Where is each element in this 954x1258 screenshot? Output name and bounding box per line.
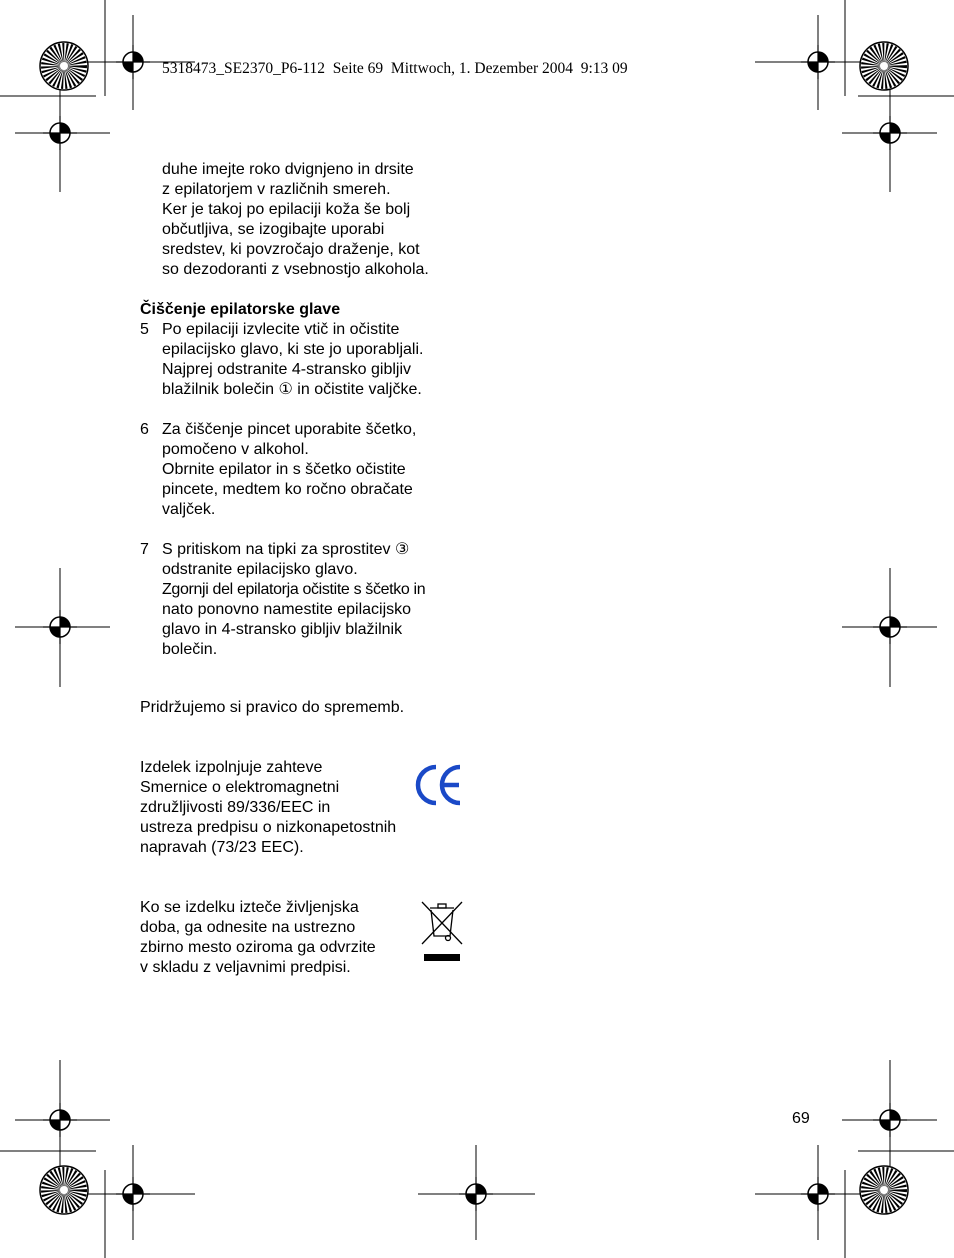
print-header-info: 5318473_SE2370_P6-112 Seite 69 Mittwoch, 1. Dezember 2004 9:13 09: [162, 60, 628, 77]
text-line: Obrnite epilator in s ščetko očistite: [162, 461, 406, 478]
ce-mark-icon: [414, 762, 464, 808]
step-7: [140, 540, 470, 660]
text-line: odstranite epilacijsko glavo.: [162, 561, 358, 578]
text-line: sredstev, ki povzročajo draženje, kot: [162, 241, 420, 258]
step-6: [140, 420, 470, 520]
intro-paragraph: [140, 160, 492, 280]
text-line: duhe imejte roko dvignjeno in drsite: [162, 161, 414, 178]
text-line: valjček.: [162, 501, 216, 518]
text-line: Ker je takoj po epilaciji koža še bolj: [162, 201, 411, 218]
rights-notice: Pridržujemo si pravico do sprememb.: [140, 699, 405, 716]
text-line: Izdelek izpolnjuje zahteve: [140, 759, 323, 776]
text-line: Za čiščenje pincet uporabite ščetko,: [162, 421, 417, 438]
text-line: so dezodoranti z vsebnostjo alkohola.: [162, 261, 429, 278]
crossed-out-wheelie-bin-icon: [420, 900, 464, 964]
text-line: z epilatorjem v različnih smereh.: [162, 181, 391, 198]
page-number: 69: [792, 1110, 810, 1127]
text-line: doba, ga odnesite na ustrezno: [140, 919, 356, 936]
text-line: združljivosti 89/336/EEC in: [140, 799, 331, 816]
step-number: 7: [140, 541, 149, 558]
cleaning-section: [140, 300, 470, 660]
text-line: Ko se izdelku izteče življenjska: [140, 899, 359, 916]
text-line: blažilnik bolečin ① in očistite valjčke.: [162, 381, 422, 398]
text-line: v skladu z veljavnimi predpisi.: [140, 959, 351, 976]
text-line: Najprej odstranite 4-stransko gibljiv: [162, 361, 411, 378]
text-line: pincete, medtem ko ročno obračate: [162, 481, 413, 498]
text-line: bolečin.: [162, 641, 218, 658]
text-line: napravah (73/23 EEC).: [140, 839, 304, 856]
text-line: pomočeno v alkohol.: [162, 441, 309, 458]
step-number: 5: [140, 321, 149, 338]
text-line: Po epilaciji izvlecite vtič in očistite: [162, 321, 400, 338]
step-5: [140, 320, 470, 400]
text-line: S pritiskom na tipki za sprostitev ③: [162, 541, 410, 558]
text-line: epilacijsko glavo, ki ste jo uporabljali.: [162, 341, 424, 358]
text-line: nato ponovno namestite epilacijsko: [162, 601, 412, 618]
section-heading: Čiščenje epilatorske glave: [140, 301, 341, 318]
text-line: Zgornji del epilatorja očistite s ščetko in: [162, 581, 426, 598]
text-line: Smernice o elektromagnetni: [140, 779, 340, 796]
text-line: ustreza predpisu o nizkonapetostnih: [140, 819, 397, 836]
step-number: 6: [140, 421, 149, 438]
text-line: zbirno mesto oziroma ga odvrzite: [140, 939, 376, 956]
text-line: občutljiva, se izogibajte uporabi: [162, 221, 385, 238]
text-line: glavo in 4-stransko gibljiv blažilnik: [162, 621, 403, 638]
